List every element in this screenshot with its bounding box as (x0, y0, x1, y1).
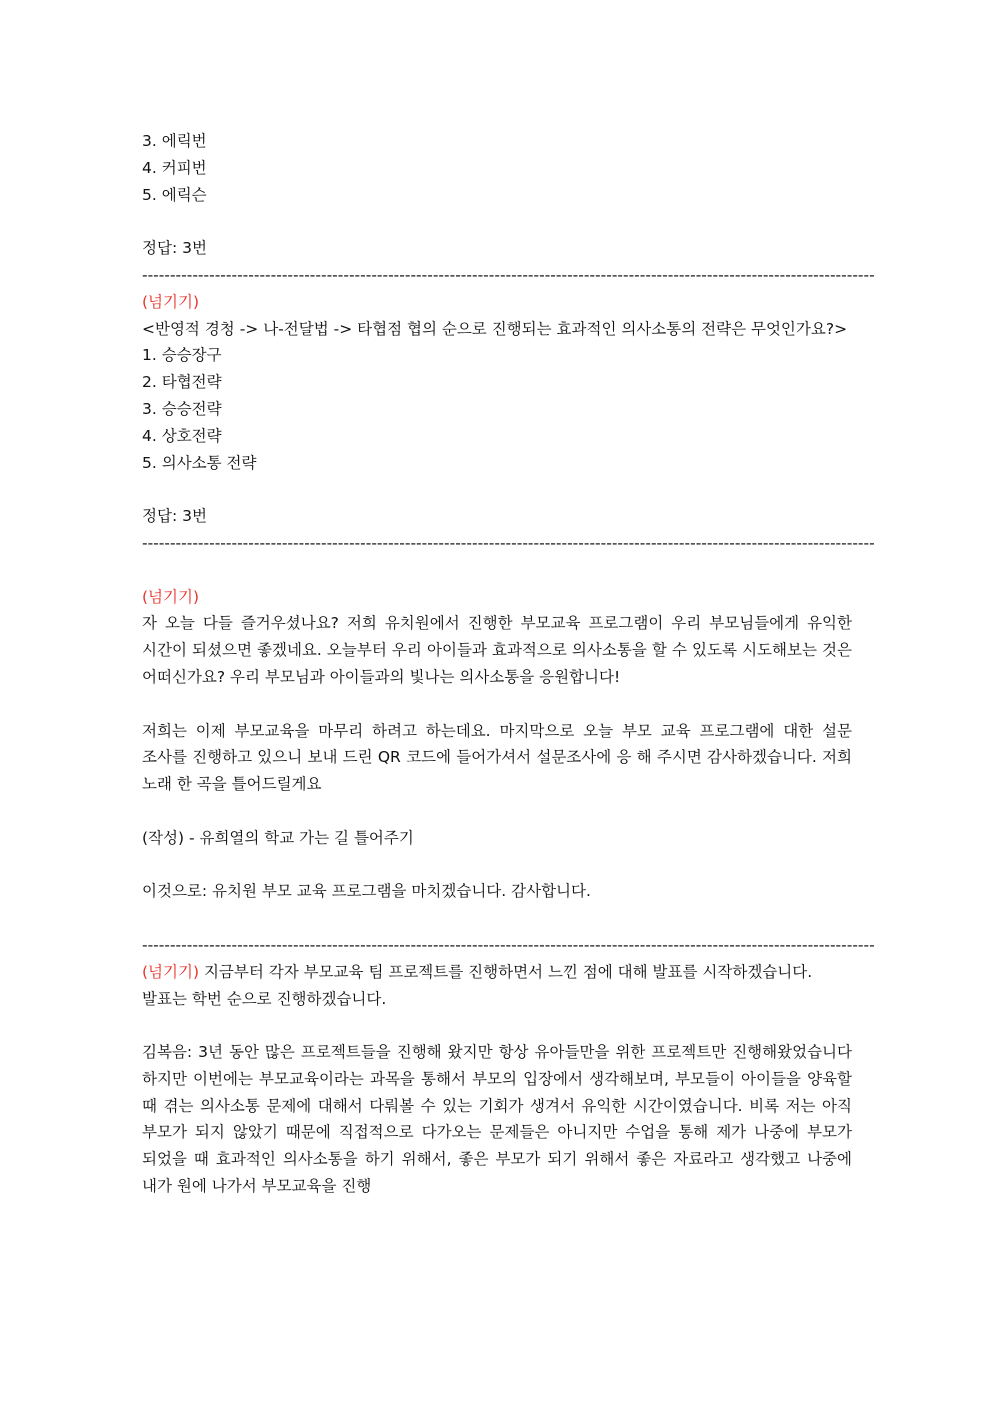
presentation-intro-text: 지금부터 각자 부모교육 팀 프로젝트를 진행하면서 느낀 점에 대해 발표를 시작하겠습니다. (199, 962, 813, 981)
quiz1-option-4: 4. 커피번 (142, 158, 207, 177)
next-slide-marker: (넘기기) (142, 962, 200, 981)
next-slide-marker: (넘기기) (142, 587, 200, 606)
presentation-order: 발표는 학번 순으로 진행하겠습니다. (142, 989, 387, 1008)
quiz2-option-3: 3. 승승전략 (142, 399, 222, 418)
next-slide-marker: (넘기기) (142, 292, 200, 311)
song-note: (작성) - 유희열의 학교 가는 길 틀어주기 (142, 828, 414, 847)
presentation-intro (142, 959, 852, 986)
spacer (142, 557, 852, 584)
spacer (142, 852, 852, 879)
spacer (142, 798, 852, 825)
divider-line: ----------------------------------------------------------------------------------------------------------------------------------- (142, 533, 875, 552)
closing-statement: 이것으로: 유치원 부모 교육 프로그램을 마치겠습니다. 감사합니다. (142, 882, 591, 901)
spacer (142, 691, 852, 718)
quiz2-option-4: 4. 상호전략 (142, 426, 222, 445)
quiz1-answer: 정답: 3번 (142, 239, 207, 258)
quiz2-option-1: 1. 승승장구 (142, 346, 222, 365)
quiz1-option-5: 5. 에릭슨 (142, 185, 207, 204)
spacer (142, 1012, 852, 1039)
survey-paragraph: 저희는 이제 부모교육을 마무리 하려고 하는데요. 마지막으로 오늘 부모 교육 프로그램에 대한 설문 조사를 진행하고 있으니 보내 드린 QR 코드에 들어가셔서 설문조사에 응 해 주시면 감사하겠습니다. 저희 노래 한 곡을 틀어드릴게요 (142, 721, 852, 794)
quiz2-question: <반영적 경청 -> 나-전달법 -> 타협점 협의 순으로 진행되는 효과적인 의사소통의 전략은 무엇인가요?> (142, 319, 848, 338)
spacer (142, 905, 852, 932)
speaker-reflection: 김복음: 3년 동안 많은 프로젝트들을 진행해 왔지만 항상 유아들만을 위한 프로젝트만 진행해왔었습니다 하지만 이번에는 부모교육이라는 과목을 통해서 부모의 입장에서 생각해보며, 부모들이 아이들을 양육할 때 겪는 의사소통 문제에 대해서 다뤄볼 수 있는 기회가 생겨서 유익한 시간이였습니다. 비록 저는 아직 부모가 되지 않았기 때문에 직접적으로 다가오는 문제들은 아니지만 수업을 통해 제가 나중에 부모가 되었을 때 효과적인 의사소통을 하기 위해서, 좋은 부모가 되기 위해서 좋은 자료라고 생각했고 나중에 내가 원에 나가서 부모교육을 진행 (142, 1043, 852, 1196)
spacer (142, 476, 852, 503)
divider-line: ----------------------------------------------------------------------------------------------------------------------------------- (142, 265, 875, 284)
quiz2-answer: 정답: 3번 (142, 507, 207, 526)
quiz1-option-3: 3. 에릭번 (142, 132, 207, 150)
quiz2-option-2: 2. 타협전략 (142, 373, 222, 392)
quiz2-option-5: 5. 의사소통 전략 (142, 453, 257, 472)
divider-line: ----------------------------------------------------------------------------------------------------------------------------------- (142, 935, 875, 954)
spacer (142, 208, 852, 235)
document-page (142, 128, 875, 1200)
closing-paragraph: 자 오늘 다들 즐거우셨나요? 저희 유치원에서 진행한 부모교육 프로그램이 우리 부모님들에게 유익한 시간이 되셨으면 좋겠네요. 오늘부터 우리 아이들과 효과적으로 의사소통을 할 수 있도록 시도해보는 것은 어떠신가요? 우리 부모님과 아이들과의 빛나는 의사소통을 응원합니다! (142, 614, 852, 686)
